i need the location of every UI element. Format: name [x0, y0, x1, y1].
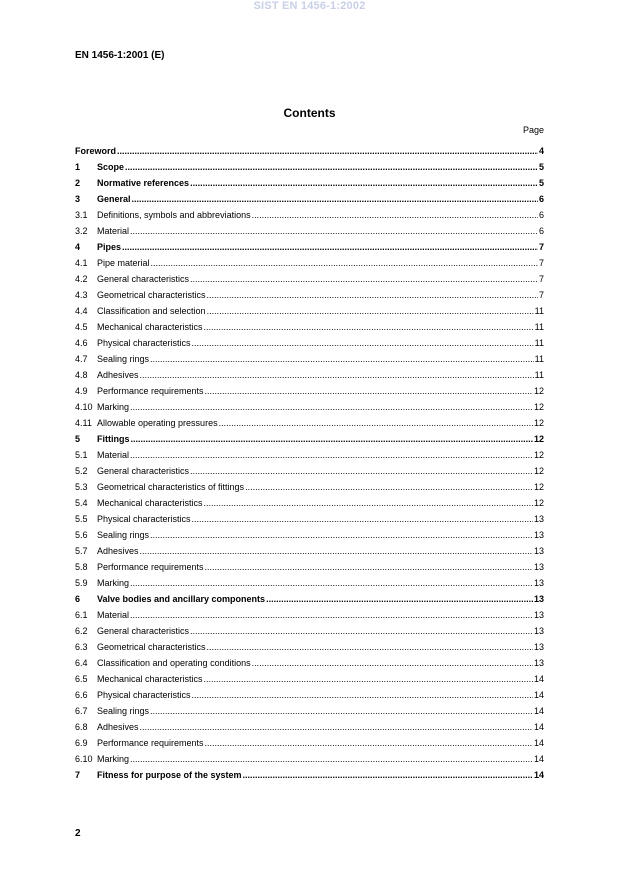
toc-entry-page: 12 [533, 386, 544, 396]
toc-entry-page: 11 [534, 322, 544, 332]
toc-entry-title: Mechanical characteristics [97, 322, 203, 332]
toc-entry-title: Pipes [97, 242, 122, 252]
toc-dot-leader [190, 178, 538, 189]
toc-entry-title: Performance requirements [97, 386, 204, 396]
toc-entry-title: Fittings [97, 434, 130, 444]
toc-entry-title: Pipe material [97, 258, 150, 268]
toc-entry-number: 3.1 [75, 210, 88, 220]
toc-entry-page: 11 [534, 306, 544, 316]
toc-entry-title: General characteristics [97, 466, 190, 476]
toc-entry-title: General characteristics [97, 626, 190, 636]
toc-entry-page: 5 [538, 162, 544, 172]
toc-dot-leader [131, 434, 533, 445]
toc-dot-leader [140, 370, 534, 381]
toc-entry-title: Sealing rings [97, 706, 150, 716]
toc-entry[interactable] [75, 686, 544, 702]
toc-entry[interactable] [75, 558, 544, 574]
toc-entry[interactable] [75, 286, 544, 302]
toc-entry-number: 2 [75, 178, 81, 188]
toc-entry[interactable] [75, 430, 544, 446]
toc-entry-page: 6 [538, 194, 544, 204]
toc-entry[interactable] [75, 702, 544, 718]
toc-entry-page: 12 [533, 466, 544, 476]
toc-entry[interactable] [75, 670, 544, 686]
toc-entry[interactable] [75, 574, 544, 590]
toc-entry-page: 14 [533, 674, 544, 684]
toc-dot-leader [192, 690, 533, 701]
toc-entry-page: 4 [538, 146, 544, 156]
toc-entry-page: 6 [538, 210, 544, 220]
toc-entry-page: 13 [533, 642, 544, 652]
toc-dot-leader [150, 354, 534, 365]
toc-dot-leader [252, 658, 533, 669]
toc-entry[interactable] [75, 158, 544, 174]
toc-entry-page: 13 [533, 594, 544, 604]
toc-entry-title: Sealing rings [97, 530, 150, 540]
toc-entry-title: Normative references [97, 178, 190, 188]
toc-dot-leader [252, 210, 538, 221]
toc-entry-number: 5.3 [75, 482, 88, 492]
toc-entry[interactable] [75, 238, 544, 254]
toc-entry-title: Foreword [75, 146, 117, 156]
toc-dot-leader [130, 450, 533, 461]
toc-entry-page: 12 [533, 402, 544, 412]
toc-entry-page: 14 [533, 754, 544, 764]
toc-entry-title: Performance requirements [97, 562, 204, 572]
page-title: Contents [283, 106, 336, 120]
toc-entry-number: 6.9 [75, 738, 88, 748]
toc-entry-number: 4.4 [75, 306, 88, 316]
toc-entry[interactable] [75, 494, 544, 510]
toc-dot-leader [207, 290, 538, 301]
toc-entry-page: 7 [538, 258, 544, 268]
toc-entry-title: Scope [97, 162, 125, 172]
toc-entry-number: 4.6 [75, 338, 88, 348]
toc-entry-page: 12 [533, 482, 544, 492]
page-number: 2 [75, 828, 81, 839]
toc-entry-number: 5.5 [75, 514, 88, 524]
toc-dot-leader [205, 738, 533, 749]
toc-entry-page: 12 [533, 418, 544, 428]
toc-entry-title: Geometrical characteristics [97, 290, 206, 300]
toc-entry-number: 6.5 [75, 674, 88, 684]
toc-entry[interactable] [75, 206, 544, 222]
toc-entry-number: 4 [75, 242, 81, 252]
toc-entry[interactable] [75, 542, 544, 558]
watermark: SIST EN 1456-1:2002 [253, 0, 366, 12]
toc-entry-number: 4.2 [75, 274, 88, 284]
toc-entry-title: General [97, 194, 131, 204]
toc-entry[interactable] [75, 606, 544, 622]
toc-entry-title: Geometrical characteristics [97, 642, 206, 652]
toc-entry-title: Performance requirements [97, 738, 204, 748]
toc-dot-leader [190, 466, 533, 477]
toc-entry-number: 5.8 [75, 562, 88, 572]
toc-dot-leader [204, 322, 534, 333]
toc-entry[interactable] [75, 622, 544, 638]
toc-entry-number: 3 [75, 194, 81, 204]
toc-dot-leader [117, 146, 538, 157]
toc-entry-title: Classification and selection [97, 306, 206, 316]
toc-entry[interactable] [75, 382, 544, 398]
toc-entry[interactable] [75, 414, 544, 430]
toc-entry-title: Mechanical characteristics [97, 498, 203, 508]
toc-dot-leader [130, 226, 538, 237]
toc-entry-title: Sealing rings [97, 354, 150, 364]
toc-entry-number: 5.1 [75, 450, 88, 460]
toc-entry-title: Fitness for purpose of the system [97, 770, 242, 780]
toc-dot-leader [130, 754, 533, 765]
toc-entry-number: 6.10 [75, 754, 93, 764]
toc-entry-page: 14 [533, 770, 544, 780]
toc-entry-number: 5.4 [75, 498, 88, 508]
toc-dot-leader [205, 386, 533, 397]
toc-dot-leader [130, 578, 533, 589]
toc-entry[interactable] [75, 366, 544, 382]
toc-entry[interactable] [75, 478, 544, 494]
toc-dot-leader [266, 594, 533, 605]
toc-entry-number: 7 [75, 770, 81, 780]
toc-entry-number: 5 [75, 434, 81, 444]
toc-entry-title: Mechanical characteristics [97, 674, 203, 684]
toc-entry-title: Material [97, 610, 130, 620]
toc-entry[interactable] [75, 254, 544, 270]
toc-dot-leader [151, 258, 538, 269]
toc-entry-page: 13 [533, 514, 544, 524]
toc-entry-title: Geometrical characteristics of fittings [97, 482, 245, 492]
toc-entry[interactable] [75, 142, 544, 158]
toc-entry-number: 4.7 [75, 354, 88, 364]
toc-dot-leader [122, 242, 538, 253]
toc-dot-leader [204, 674, 533, 685]
toc-entry[interactable] [75, 350, 544, 366]
toc-entry-number: 5.6 [75, 530, 88, 540]
table-of-contents [75, 142, 544, 782]
toc-entry-title: Material [97, 226, 130, 236]
toc-entry-page: 13 [533, 530, 544, 540]
toc-entry-page: 13 [533, 626, 544, 636]
toc-entry-number: 6.7 [75, 706, 88, 716]
toc-entry-number: 5.9 [75, 578, 88, 588]
toc-entry-page: 13 [533, 578, 544, 588]
toc-entry-title: Classification and operating conditions [97, 658, 251, 668]
toc-entry-page: 14 [533, 690, 544, 700]
toc-entry[interactable] [75, 590, 544, 606]
toc-dot-leader [132, 194, 538, 205]
toc-entry-number: 1 [75, 162, 81, 172]
toc-entry[interactable] [75, 398, 544, 414]
page-column-label: Page [522, 125, 544, 135]
toc-entry-number: 4.3 [75, 290, 88, 300]
toc-entry-page: 12 [533, 498, 544, 508]
toc-dot-leader [190, 626, 533, 637]
toc-entry[interactable] [75, 654, 544, 670]
toc-dot-leader [140, 546, 533, 557]
toc-entry[interactable] [75, 318, 544, 334]
document-header: EN 1456-1:2001 (E) [75, 50, 165, 61]
toc-entry-page: 12 [533, 450, 544, 460]
toc-entry-number: 5.2 [75, 466, 88, 476]
toc-entry[interactable] [75, 222, 544, 238]
toc-entry-title: Physical characteristics [97, 690, 191, 700]
toc-dot-leader [125, 162, 538, 173]
toc-entry-page: 11 [534, 354, 544, 364]
toc-entry[interactable] [75, 302, 544, 318]
toc-entry[interactable] [75, 734, 544, 750]
toc-entry-title: Adhesives [97, 722, 139, 732]
toc-entry-page: 13 [533, 610, 544, 620]
toc-entry-page: 7 [538, 290, 544, 300]
toc-dot-leader [245, 482, 533, 493]
toc-entry-number: 4.10 [75, 402, 93, 412]
toc-entry-page: 12 [533, 434, 544, 444]
toc-entry[interactable] [75, 750, 544, 766]
toc-dot-leader [130, 610, 533, 621]
toc-dot-leader [192, 338, 534, 349]
toc-entry-number: 6.3 [75, 642, 88, 652]
toc-entry-number: 6 [75, 594, 81, 604]
toc-entry-page: 13 [533, 562, 544, 572]
toc-entry-title: Marking [97, 578, 130, 588]
toc-entry-number: 3.2 [75, 226, 88, 236]
toc-entry-number: 4.8 [75, 370, 88, 380]
toc-entry-number: 6.4 [75, 658, 88, 668]
toc-entry-title: Allowable operating pressures [97, 418, 218, 428]
toc-dot-leader [207, 306, 534, 317]
toc-entry-title: Definitions, symbols and abbreviations [97, 210, 251, 220]
toc-entry-number: 4.5 [75, 322, 88, 332]
toc-entry-page: 14 [533, 738, 544, 748]
toc-entry[interactable] [75, 718, 544, 734]
toc-entry-title: Valve bodies and ancillary components [97, 594, 266, 604]
toc-dot-leader [205, 562, 533, 573]
toc-entry-page: 14 [533, 722, 544, 732]
toc-entry-page: 11 [534, 370, 544, 380]
toc-entry-title: Physical characteristics [97, 514, 191, 524]
toc-entry[interactable] [75, 446, 544, 462]
toc-entry[interactable] [75, 174, 544, 190]
toc-dot-leader [150, 706, 533, 717]
toc-entry[interactable] [75, 510, 544, 526]
toc-entry-title: Material [97, 450, 130, 460]
toc-entry-page: 13 [533, 658, 544, 668]
toc-entry[interactable] [75, 270, 544, 286]
toc-entry-number: 4.9 [75, 386, 88, 396]
toc-entry[interactable] [75, 638, 544, 654]
toc-entry-number: 6.2 [75, 626, 88, 636]
toc-entry[interactable] [75, 766, 544, 782]
toc-entry-page: 5 [538, 178, 544, 188]
toc-entry-page: 6 [538, 226, 544, 236]
toc-entry[interactable] [75, 462, 544, 478]
toc-entry-number: 6.1 [75, 610, 88, 620]
toc-entry[interactable] [75, 190, 544, 206]
toc-entry-number: 6.6 [75, 690, 88, 700]
toc-entry-page: 14 [533, 706, 544, 716]
toc-dot-leader [150, 530, 533, 541]
toc-entry-title: Physical characteristics [97, 338, 191, 348]
toc-dot-leader [219, 418, 533, 429]
toc-dot-leader [140, 722, 533, 733]
toc-dot-leader [243, 770, 533, 781]
toc-dot-leader [207, 642, 533, 653]
toc-entry-title: Marking [97, 402, 130, 412]
toc-entry-number: 5.7 [75, 546, 88, 556]
toc-entry-page: 7 [538, 242, 544, 252]
toc-entry-number: 6.8 [75, 722, 88, 732]
toc-dot-leader [192, 514, 533, 525]
toc-dot-leader [190, 274, 538, 285]
toc-entry-number: 4.1 [75, 258, 88, 268]
toc-dot-leader [204, 498, 533, 509]
toc-entry-number: 4.11 [75, 418, 92, 428]
toc-entry-page: 7 [538, 274, 544, 284]
toc-entry-page: 11 [534, 338, 544, 348]
toc-entry-title: Adhesives [97, 370, 139, 380]
toc-entry-title: Marking [97, 754, 130, 764]
toc-entry[interactable] [75, 334, 544, 350]
toc-entry[interactable] [75, 526, 544, 542]
toc-dot-leader [130, 402, 533, 413]
toc-entry-page: 13 [533, 546, 544, 556]
toc-entry-title: General characteristics [97, 274, 190, 284]
toc-entry-title: Adhesives [97, 546, 139, 556]
